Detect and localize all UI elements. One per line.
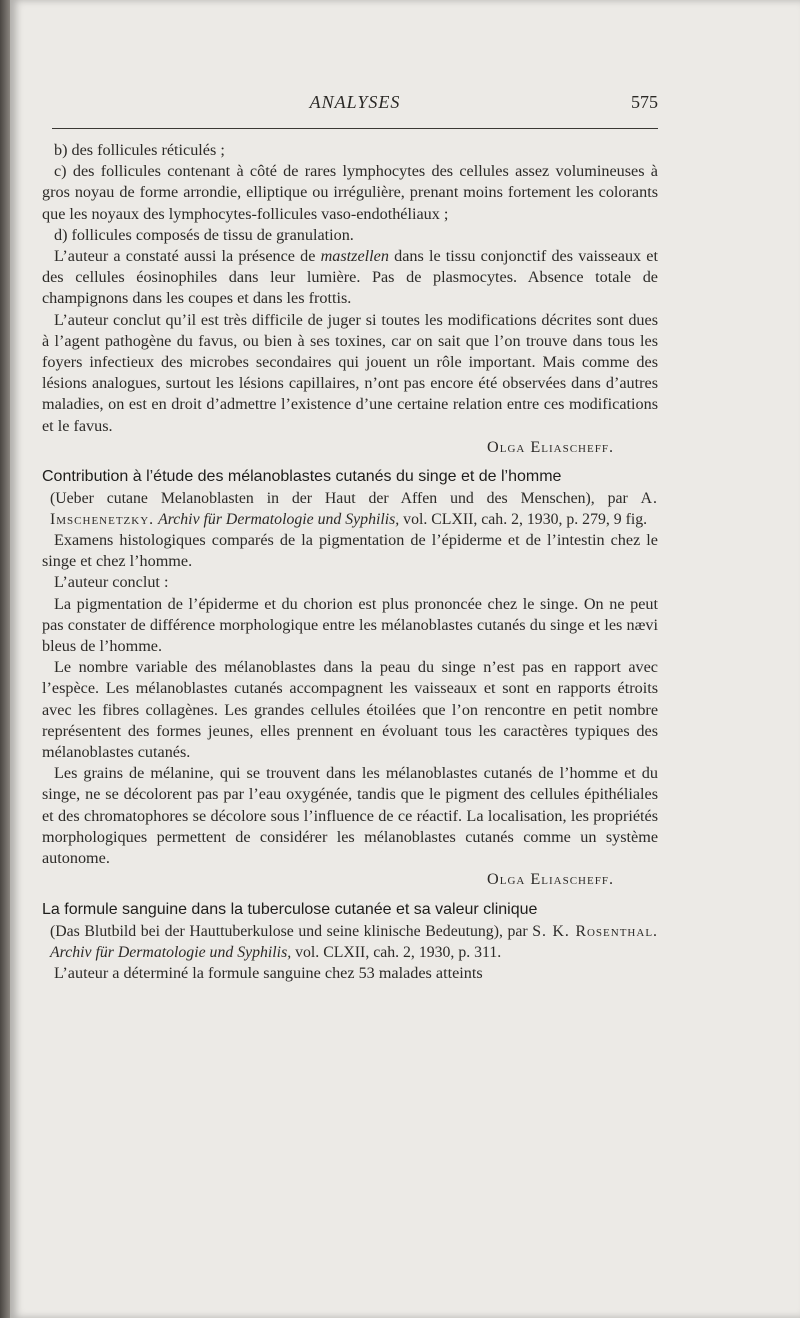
page-number: 575 (631, 92, 658, 112)
paragraph: L’auteur conclut : (54, 573, 169, 592)
author: A. Imschenetzky. (50, 490, 658, 529)
paragraph: L’auteur conclut qu’il est très difficile de juger si toutes les modifications décrites sont dues à l’agent pathogène du favus, ou bien à ses toxines, car on sait que l’on trouve dans tous les foyers infectieux des microbes secondaires qui jouent un rôle important. Mais comme des lésions analogues, surtout les lésions capillaires, n’ont pas encore été observées dans d’autres maladies, on est en droit d’admettre l’existence d’une certaine relation entre ces modifications et le favus. (42, 310, 658, 435)
header-rule (52, 128, 658, 129)
list-item-c: c) des follicules contenant à côté de rares lymphocytes des cellules assez volumineuses à gros noyau de forme arrondie, elliptique ou irrégulière, prenant moins fortement les colorants que les noyaux des lymphocytes-follicules vaso-endothéliaux ; (42, 162, 658, 223)
running-head-title: ANALYSES (309, 92, 401, 112)
journal-title: Archiv für Dermatologie und Syphilis, (50, 943, 292, 961)
original-title: (Das Blutbild bei der Hauttuberkulose und seine klinische Bedeutung), par (50, 922, 533, 940)
paragraph: La pigmentation de l’épiderme et du chorion est plus prononcée chez le singe. On ne peut pas constater de différence morphologique entre les mélanoblastes cutanés du singe et les nævi bleus de l’homme. (42, 594, 658, 656)
emphasis: mastzellen (320, 247, 389, 266)
paragraph: Le nombre variable des mélanoblastes dans la peau du singe n’est pas en rapport avec l’espèce. Les mélanoblastes cutanés accompagnent les vaisseaux et sont en rapports étroits avec les fibres collagènes. Les grandes cellules étoilées que l’on rencontre en petit nombre représentent des formes jeunes, elles prennent en évoluant tous les caractères typiques des mélanoblastes cutanés. (42, 658, 658, 762)
citation-details: vol. CLXII, cah. 2, 1930, p. 311. (291, 943, 502, 961)
paragraph (42, 246, 658, 310)
article-source (42, 488, 658, 530)
list-item-b: b) des follicules réticulés ; (54, 141, 225, 159)
page-edge-shadow (0, 0, 10, 1318)
signature: Olga Eliascheff. (487, 437, 614, 456)
page-body (42, 140, 658, 984)
article-title: La formule sanguine dans la tuberculose cutanée et sa valeur clinique (42, 900, 538, 918)
signature: Olga Eliascheff. (487, 870, 614, 889)
text-run: dans le tissu conjonctif des vaisseaux et des cellules éosinophiles dans leur lumière. Pas de plasmocytes. Absence totale de champignons dans les coupes et dans les frottis. (42, 247, 658, 308)
text-run: L’auteur a constaté aussi la présence de (54, 247, 321, 266)
journal-title: Archiv für Dermatologie und Syphilis, (158, 511, 400, 529)
list-item-d: d) follicules composés de tissu de granulation. (54, 225, 354, 244)
running-head (52, 92, 658, 118)
article-title: Contribution à l’étude des mélanoblastes cutanés du singe et de l’homme (42, 468, 562, 486)
original-title: (Ueber cutane Melanoblasten in der Haut der Affen und des Menschen), par (50, 490, 641, 508)
paragraph: Examens histologiques comparés de la pigmentation de l’épiderme et de l’intestin chez le singe et chez l’homme. (42, 531, 658, 571)
author: S. K. Rosenthal. (532, 922, 658, 940)
paragraph: Les grains de mélanine, qui se trouvent dans les mélanoblastes cutanés de l’homme et du singe, ne se décolorent pas par l’eau oxygénée, tandis que le pigment des cellules épithéliales et des chromatophores se décolore sous l’influence de ce réactif. La localisation, les propriétés morphologiques permettent de considérer les mélanoblastes cutanés comme un système autonome. (42, 764, 658, 868)
article-source (42, 921, 658, 963)
citation-details: vol. CLXII, cah. 2, 1930, p. 279, 9 fig. (399, 511, 648, 529)
paragraph: L’auteur a déterminé la formule sanguine chez 53 malades atteints (54, 963, 483, 982)
